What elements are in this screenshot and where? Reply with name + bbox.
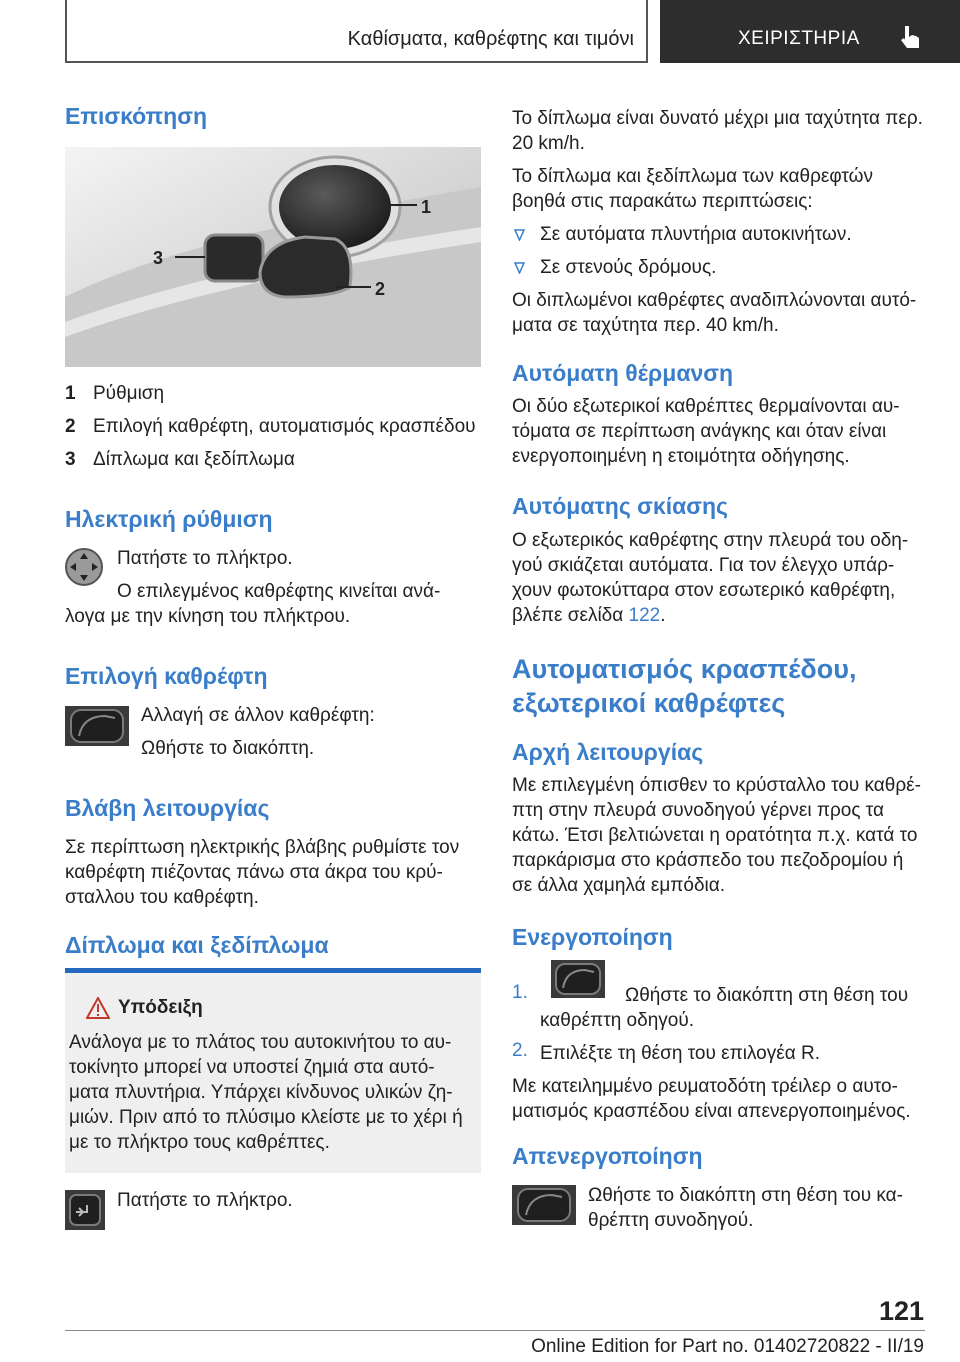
after-line: Οι διπλωμένοι καθρέφτες αναδιπλώνονται αυτό-	[512, 290, 917, 311]
dim-line: χουν φωτοκύτταρα στον εσωτερικό καθρέφτη,	[512, 580, 896, 601]
selector-switch-icon	[65, 706, 129, 751]
curb-title-1: Αυτοματισμός κρασπέδου,	[512, 654, 857, 684]
principle-line: κάτω. Έτσι βελτιώνεται η ορατότητα π.χ. κατά το	[512, 825, 918, 846]
note-title: Υπόδειξη	[118, 997, 203, 1018]
list-item-number: 1	[65, 383, 76, 404]
callout-1: 1	[421, 197, 432, 217]
fault-line: καθρέφτη πιέζοντας πάνω στα άκρα του κρύ-	[65, 862, 443, 883]
activation-title: Ενεργοποίηση	[512, 924, 673, 950]
deact-text-b: θρέπτη συνοδηγού.	[588, 1210, 754, 1231]
footer-edition: Online Edition for Part no. 01402720822 - II/19	[531, 1336, 924, 1357]
note-line: τοκίνητο μπορεί να υποστεί ζημιά στα αυτό-	[69, 1057, 435, 1078]
list-item-number: 3	[65, 449, 76, 470]
heat-line: Οι δύο εξωτερικοί καθρέπτες θερμαίνονται αυ-	[512, 396, 900, 417]
selector-switch-icon	[551, 960, 605, 1003]
list-item-label: Επιλογή καθρέφτη, αυτοματισμός κρασπέδου	[93, 416, 476, 437]
step-number: 2.	[512, 1040, 528, 1061]
footer-rule	[65, 1330, 925, 1331]
electric-text-2b: λογα με την κίνηση του πλήκτρου.	[65, 606, 351, 627]
page-ref-link[interactable]: 122	[628, 605, 661, 626]
header-section-tab	[660, 0, 960, 63]
header-section: ΧΕΙΡΙΣΤΗΡΙΑ	[738, 28, 860, 49]
intro-line: Το δίπλωμα και ξεδίπλωμα των καθρεφτών	[512, 166, 873, 187]
fault-title: Βλάβη λειτουργίας	[65, 795, 270, 821]
header-chapter: Καθίσματα, καθρέφτης και τιμόνι	[347, 28, 634, 50]
fold-press-text: Πατήστε το πλήκτρο.	[117, 1190, 293, 1211]
deact-text-a: Ωθήστε το διακόπτη στη θέση του κα-	[588, 1185, 903, 1206]
after-line: ματα σε ταχύτητα περ. 40 km/h.	[512, 315, 779, 336]
heating-title: Αυτόματη θέρμανση	[512, 360, 734, 386]
curb-title-2: εξωτερικοί καθρέφτες	[512, 688, 786, 718]
hand-pointer-icon	[896, 22, 926, 52]
warning-triangle-icon	[86, 997, 110, 1019]
select-mirror-title: Επιλογή καθρέφτη	[65, 663, 268, 689]
header-chapter-box	[65, 0, 648, 63]
electric-adjust-title: Ηλεκτρική ρύθμιση	[65, 506, 273, 532]
bullet-item: Σε αυτόματα πλυντήρια αυτοκινήτων.	[540, 224, 852, 245]
page-number: 121	[878, 1296, 924, 1326]
select-text-1: Αλλαγή σε άλλον καθρέφτη:	[141, 705, 375, 726]
list-item-label: Ρύθμιση	[93, 383, 165, 404]
step1-text-b: καθρέπτη οδηγού.	[540, 1010, 695, 1031]
fold-button-icon	[65, 1190, 105, 1235]
principle-line: σε άλλα χαμηλά εμπόδια.	[512, 875, 726, 896]
heat-line: ενεργοποιημένη η ετοιμότητα οδήγησης.	[512, 446, 850, 467]
note-line: Ανάλογα με το πλάτος του αυτοκινήτου το αυ-	[69, 1032, 452, 1053]
select-text-2: Ωθήστε το διακόπτη.	[141, 738, 315, 759]
note-line: μιών. Πριν από το πλύσιμο κλείστε με το χέρι ή	[69, 1107, 463, 1128]
callout-2: 2	[375, 279, 386, 299]
trailer-line: Με κατειλημμένο ρευματοδότη τρέιλερ ο αυτο-	[512, 1076, 898, 1097]
note-line: ματα πλυντήρια. Υπάρχει κίνδυνος υλικών ζη-	[69, 1082, 453, 1103]
fault-line: σταλλου του καθρέφτη.	[65, 887, 259, 908]
deactivation-title: Απενεργοποίηση	[512, 1143, 703, 1169]
bullet-triangle-icon	[514, 262, 525, 274]
overview-title: Επισκόπηση	[65, 103, 207, 129]
dim-line: Ο εξωτερικός καθρέφτης στην πλευρά του οδη-	[512, 530, 909, 551]
bullet-triangle-icon	[514, 229, 525, 241]
callout-3: 3	[153, 248, 164, 268]
fault-line: Σε περίπτωση ηλεκτρικής βλάβης ρυθμίστε τον	[65, 837, 460, 858]
principle-line: πτη στην πλευρά συνοδηγού γέρνει προς τα	[512, 800, 885, 821]
electric-text-2a: Ο επιλεγμένος καθρέφτης κινείται ανά-	[117, 581, 441, 602]
dim-last-prefix: βλέπε σελίδα	[512, 605, 629, 626]
dim-last-suffix: .	[660, 605, 666, 626]
warning-box	[65, 973, 481, 1173]
step1-text-a: Ωθήστε το διακόπτη στη θέση του	[625, 985, 909, 1006]
note-line: με το πλήκτρο τους καθρέπτες.	[69, 1132, 330, 1153]
list-item-label: Δίπλωμα και ξεδίπλωμα	[93, 449, 295, 470]
trailer-line: ματισμός κρασπέδου είναι απενεργοποιημένος.	[512, 1101, 911, 1122]
selector-switch-icon	[512, 1185, 576, 1230]
intro-line: Το δίπλωμα είναι δυνατό μέχρι μια ταχύτητα περ.	[512, 108, 923, 129]
dim-last-line	[512, 602, 666, 629]
fold-title: Δίπλωμα και ξεδίπλωμα	[65, 932, 329, 958]
principle-title: Αρχή λειτουργίας	[512, 739, 704, 765]
adjust-knob-icon	[65, 548, 103, 591]
mirror-controls-figure	[65, 147, 481, 367]
intro-line: 20 km/h.	[512, 133, 585, 154]
dim-line: γού σκιάζεται αυτόματα. Για τον έλεγχο υπάρ-	[512, 555, 895, 576]
list-item-number: 2	[65, 416, 76, 437]
intro-line: βοηθά στις παρακάτω περιπτώσεις:	[512, 191, 813, 212]
electric-text-1: Πατήστε το πλήκτρο.	[117, 548, 293, 569]
principle-line: Με επιλεγμένη όπισθεν το κρύσταλλο του καθρέ-	[512, 775, 921, 796]
dimming-title: Αυτόματης σκίασης	[512, 493, 729, 519]
bullet-item: Σε στενούς δρόμους.	[540, 257, 717, 278]
step2-text: Επιλέξτε τη θέση του επιλογέα R.	[540, 1043, 820, 1064]
heat-line: τόματα σε περίπτωση ανάγκης και όταν είναι	[512, 421, 887, 442]
step-number: 1.	[512, 982, 528, 1003]
principle-line: παρκάρισμα στο κράσπεδο του πεζοδρομίου ή	[512, 850, 904, 871]
